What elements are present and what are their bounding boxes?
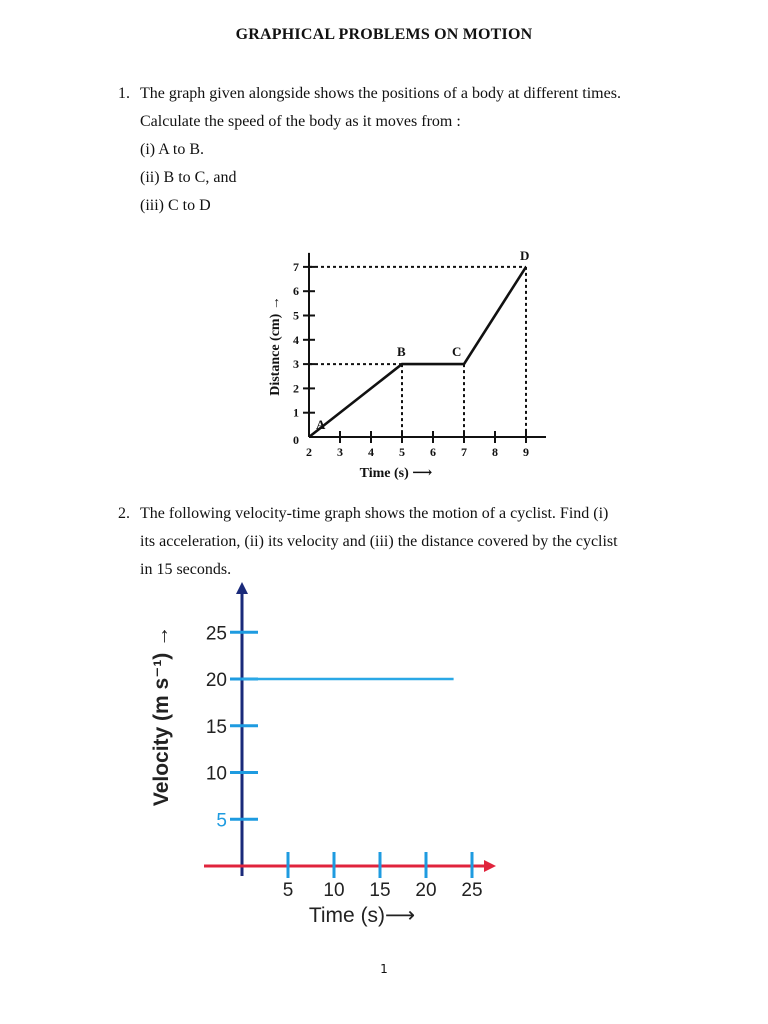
y-tick-label: 1 — [293, 405, 299, 420]
x-tick-label: 2 — [306, 445, 312, 459]
x-axis-label: Time (s)⟶ — [308, 904, 416, 927]
x-axis-arrow — [484, 860, 496, 872]
origin-label: 0 — [293, 433, 299, 447]
point-label: C — [452, 344, 462, 360]
question-2-number: 2. — [118, 505, 130, 522]
x-tick-label: 4 — [368, 445, 374, 459]
x-tick-label: 8 — [492, 445, 498, 459]
question-1-line: Calculate the speed of the body as it moves from : — [140, 113, 461, 130]
question-1-number: 1. — [118, 85, 130, 102]
x-axis-label: Time (s) ⟶ — [359, 466, 433, 481]
question-2-line: The following velocity-time graph shows the motion of a cyclist. Find (i) — [140, 505, 609, 522]
y-axis-label: Distance (cm) → — [268, 296, 283, 396]
x-tick-label: 15 — [369, 880, 391, 901]
x-tick-label: 5 — [399, 445, 405, 459]
x-tick-label: 25 — [461, 880, 483, 901]
x-tick-label: 3 — [337, 445, 343, 459]
y-tick-label: 3 — [293, 357, 299, 372]
point-label: B — [397, 344, 406, 360]
x-tick-label: 7 — [461, 445, 467, 459]
point-label: D — [520, 247, 530, 263]
page-title: GRAPHICAL PROBLEMS ON MOTION — [235, 26, 533, 43]
y-axis-arrow — [236, 582, 248, 594]
page-number: 1 — [380, 962, 388, 976]
y-tick-label: 4 — [293, 332, 299, 347]
y-tick-label: 6 — [293, 284, 299, 299]
y-tick-label: 2 — [293, 381, 299, 396]
y-tick-label: 10 — [205, 763, 227, 785]
x-tick-label: 10 — [323, 880, 345, 901]
x-tick-label: 9 — [523, 445, 529, 459]
y-axis-label: Velocity (m s⁻¹) → — [150, 625, 173, 807]
question-1-line: (iii) C to D — [140, 197, 211, 214]
y-tick-label: 5 — [216, 810, 227, 832]
y-tick-label: 5 — [293, 308, 299, 323]
y-tick-label: 15 — [205, 716, 227, 738]
x-tick-label: 6 — [430, 445, 436, 459]
question-1-line: (i) A to B. — [140, 141, 205, 158]
x-tick-label: 5 — [282, 880, 294, 901]
question-1-line: The graph given alongside shows the positions of a body at different times. — [140, 85, 621, 102]
y-tick-label: 7 — [293, 259, 299, 274]
y-tick-label: 20 — [205, 670, 227, 691]
y-tick-label: 25 — [205, 623, 227, 645]
x-tick-label: 20 — [415, 880, 437, 901]
question-2-line: in 15 seconds. — [140, 561, 232, 578]
point-label: A — [316, 417, 326, 432]
question-2-line: its acceleration, (ii) its velocity and (iii) the distance covered by the cyclist — [140, 533, 618, 550]
question-1-line: (ii) B to C, and — [140, 169, 237, 186]
